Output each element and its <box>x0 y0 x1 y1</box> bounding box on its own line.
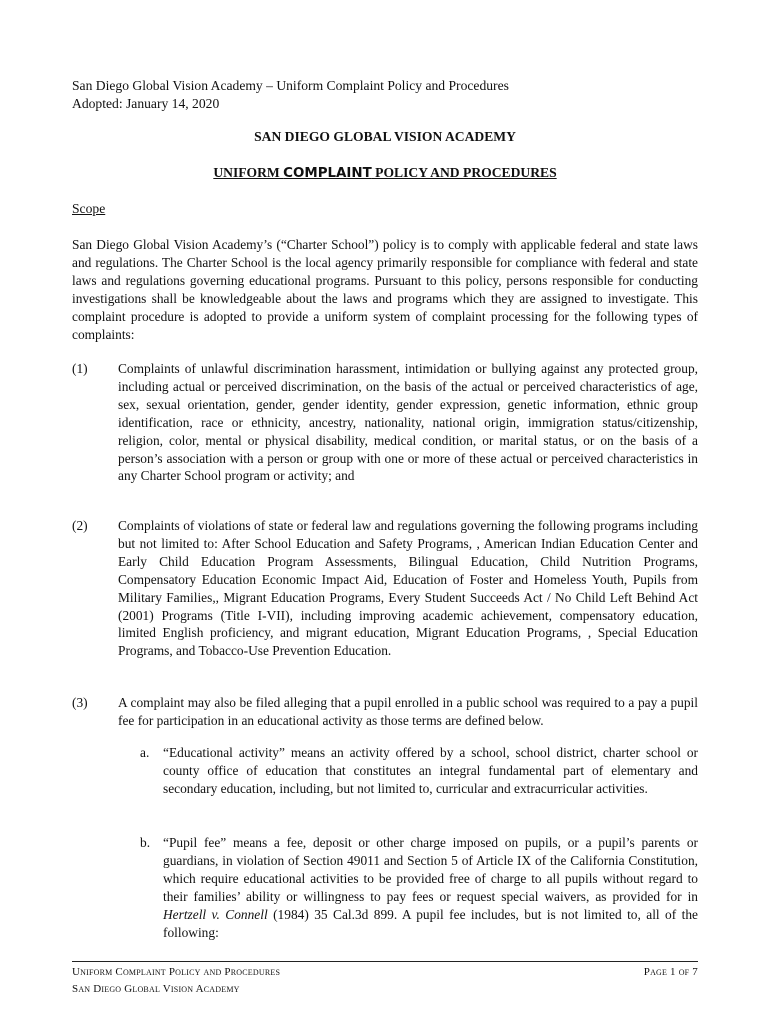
list-item <box>72 694 698 730</box>
footer-school-name: San Diego Global Vision Academy <box>72 983 240 995</box>
document-header <box>72 77 509 113</box>
sub-list-item <box>140 834 698 941</box>
sub-list-item-text-pre: “Pupil fee” means a fee, deposit or other charge imposed on pupils, or a pupil’s parents or guardians, in violation of Section 49011 and Section 5 of Article IX of the California Constitution, which require educational activities to be provided free of charge to all pupils without regard to their families’ ability or willingness to pay fees or request special waivers, as provided for in <box>163 835 698 904</box>
sub-list-item-text: “Educational activity” means an activity offered by a school, school district, charter school or county office of education that constitutes an integral fundamental part of elementary and secondary education, including, but not limited to, curricular and extracurricular activities. <box>163 745 698 796</box>
sub-list-item-letter: b. <box>140 835 151 850</box>
sub-list-item-letter: a. <box>140 745 150 760</box>
list-item <box>72 517 698 660</box>
list-item-text: Complaints of violations of state or federal law and regulations governing the following programs including but not limited to: After School Education and Safety Programs, , American Indian Education Center and Early Child Education Program Assessments, Bilingual Education, Child Nutrition Programs, Compensatory Education Economic Impact Aid, Education of Foster and Homeless Youth, Pupils from Military Families,, Migrant Education Programs, Every Student Succeeds Act / No Child Left Behind Act (2001) Programs (Title I-VII), including improving academic achievement, compensatory education, limited English proficiency, and migrant education, Migrant Education Programs, , Special Education Programs, and Tobacco-Use Prevention Education. <box>118 518 698 659</box>
case-citation: Hertzell v. Connell <box>163 906 268 922</box>
sub-list-item-text-post: (1984) 35 Cal.3d 899. A pupil fee includes, but is not limited to, all of the following: <box>163 906 698 940</box>
sub-list-item-text <box>163 834 698 941</box>
school-title: SAN DIEGO GLOBAL VISION ACADEMY <box>254 129 516 144</box>
list-item-number: (3) <box>72 695 88 710</box>
scope-heading: Scope <box>72 201 106 216</box>
policy-title-emphasis: COMPLAINT <box>283 166 372 181</box>
list-item-text: A complaint may also be filed alleging that a pupil enrolled in a public school was required to a pay a pupil fee for participation in an educational activity as those terms are defined below. <box>118 695 698 728</box>
policy-title-pre: UNIFORM <box>213 165 284 180</box>
list-item-number: (1) <box>72 361 88 376</box>
footer-left <box>72 964 280 998</box>
header-adopted-date: Adopted: January 14, 2020 <box>72 96 220 111</box>
header-title-line: San Diego Global Vision Academy – Uniform Complaint Policy and Procedures <box>72 78 509 93</box>
footer-divider <box>72 961 698 962</box>
footer-page-number: Page 1 of 7 <box>643 966 698 978</box>
list-item <box>72 360 698 485</box>
policy-title-post: POLICY AND PROCEDURES <box>371 165 557 180</box>
list-item-number: (2) <box>72 518 88 533</box>
intro-paragraph: San Diego Global Vision Academy’s (“Charter School”) policy is to comply with applicable federal and state laws and regulations. The Charter School is the local agency primarily responsible for compliance with federal and state laws and regulations governing educational programs. Pursuant to this policy, persons responsible for conducting investigations shall be knowledgeable about the laws and programs which they are assigned to investigate. This complaint procedure is adopted to provide a uniform system of complaint processing for the following types of complaints: <box>72 237 698 342</box>
sub-list-item <box>140 744 698 798</box>
policy-title <box>0 165 770 181</box>
list-item-text: Complaints of unlawful discrimination harassment, intimidation or bullying against any protected group, including actual or perceived discrimination, on the basis of the actual or perceived characteristics of age, sex, sexual orientation, gender, gender identity, gender expression, genetic information, ethnic group identification, race or ethnicity, ancestry, nationality, national origin, immigration status/citizenship, religion, color, mental or physical disability, medical condition, or marital status, or on the basis of a person’s association with a person or group with one or more of these actual or perceived characteristics in any Charter School program or activity; and <box>118 361 698 484</box>
footer-document-title: Uniform Complaint Policy and Procedures <box>72 966 281 978</box>
